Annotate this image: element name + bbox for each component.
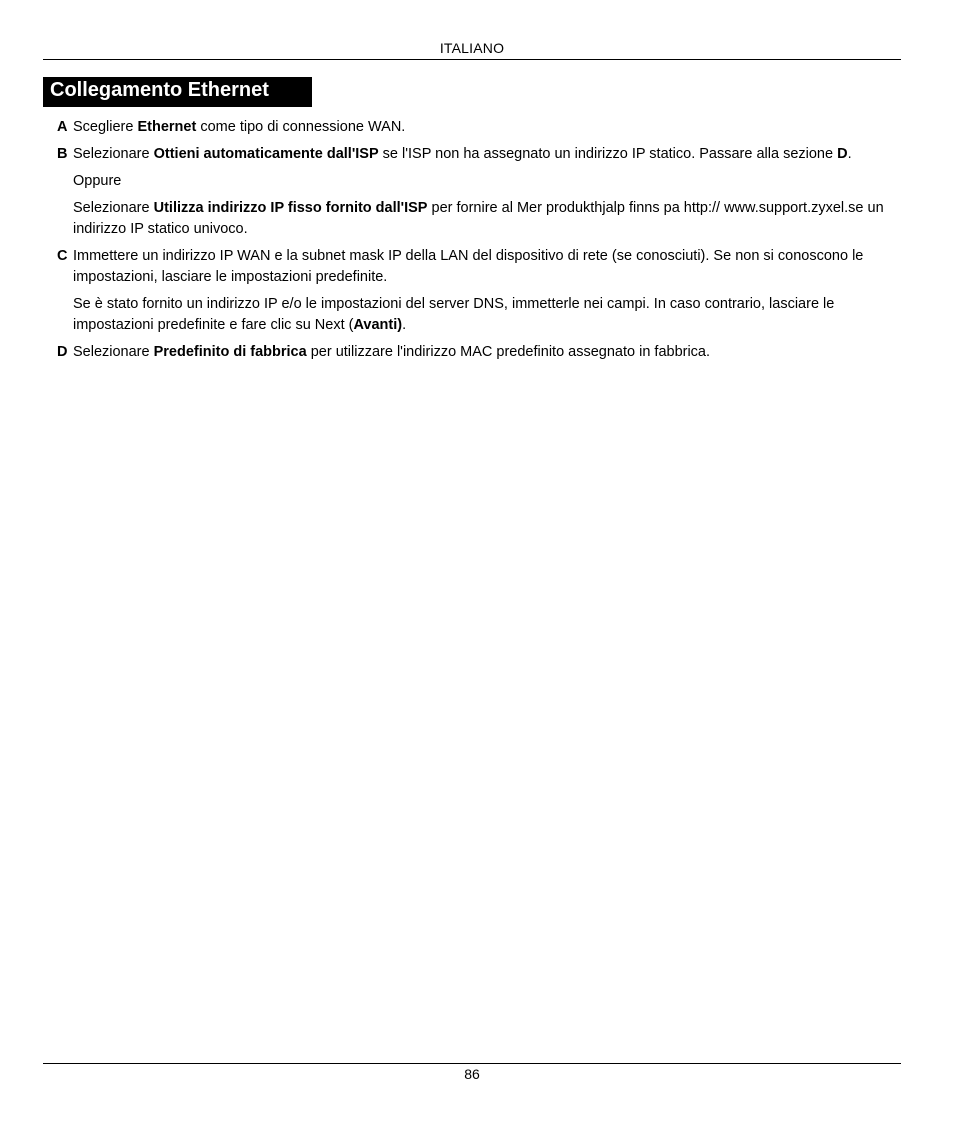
step-text: . <box>847 146 852 162</box>
step-text: . <box>402 317 407 333</box>
step-c-dns <box>57 294 902 336</box>
step-b-static <box>57 198 902 240</box>
step-b-alternative: Oppure <box>73 173 122 189</box>
step-letter: B <box>57 146 68 162</box>
section-title: Collegamento Ethernet <box>43 77 312 107</box>
step-text: per fornire al Mer produkthjalp finns pa http:// www.support.zyxel.se un indirizzo IP statico univoco. <box>73 200 884 237</box>
instructions <box>57 117 902 369</box>
step-b <box>57 144 902 165</box>
step-c <box>57 246 902 288</box>
step-d <box>57 342 902 363</box>
step-text: come tipo di connessione WAN. <box>196 119 406 135</box>
step-term-static-ip: Utilizza indirizzo IP fisso fornito dall'ISP <box>153 200 428 216</box>
page-number: 86 <box>464 1066 480 1082</box>
step-letter: C <box>57 248 68 264</box>
step-text: per utilizzare l'indirizzo MAC predefinito assegnato in fabbrica. <box>306 344 711 360</box>
page-header-language: ITALIANO <box>439 40 505 56</box>
step-text: Selezionare <box>73 146 154 162</box>
step-term-ethernet: Ethernet <box>137 119 197 135</box>
step-text: Scegliere <box>73 119 138 135</box>
header-rule <box>43 59 901 60</box>
step-a <box>57 117 902 138</box>
step-text: Selezionare <box>73 344 154 360</box>
step-term-factory-default: Predefinito di fabbrica <box>153 344 307 360</box>
step-text: Selezionare <box>73 200 154 216</box>
step-text: Immettere un indirizzo IP WAN e la subnet mask IP della LAN del dispositivo di rete (se conosciuti). Se non si conoscono le impostazioni, lasciare le impostazioni predefinite. <box>73 248 864 285</box>
step-text: Se è stato fornito un indirizzo IP e/o le impostazioni del server DNS, immetterle nei campi. In caso contrario, lasciare le impostazioni predefinite e fare clic su Next ( <box>73 296 835 333</box>
step-letter: D <box>57 344 68 360</box>
step-text: se l'ISP non ha assegnato un indirizzo IP statico. Passare alla sezione <box>378 146 838 162</box>
footer-rule <box>43 1063 901 1064</box>
step-ref-d: D <box>837 146 848 162</box>
step-term-avanti: Avanti) <box>353 317 403 333</box>
step-term-auto-isp: Ottieni automaticamente dall'ISP <box>153 146 379 162</box>
step-letter: A <box>57 119 68 135</box>
